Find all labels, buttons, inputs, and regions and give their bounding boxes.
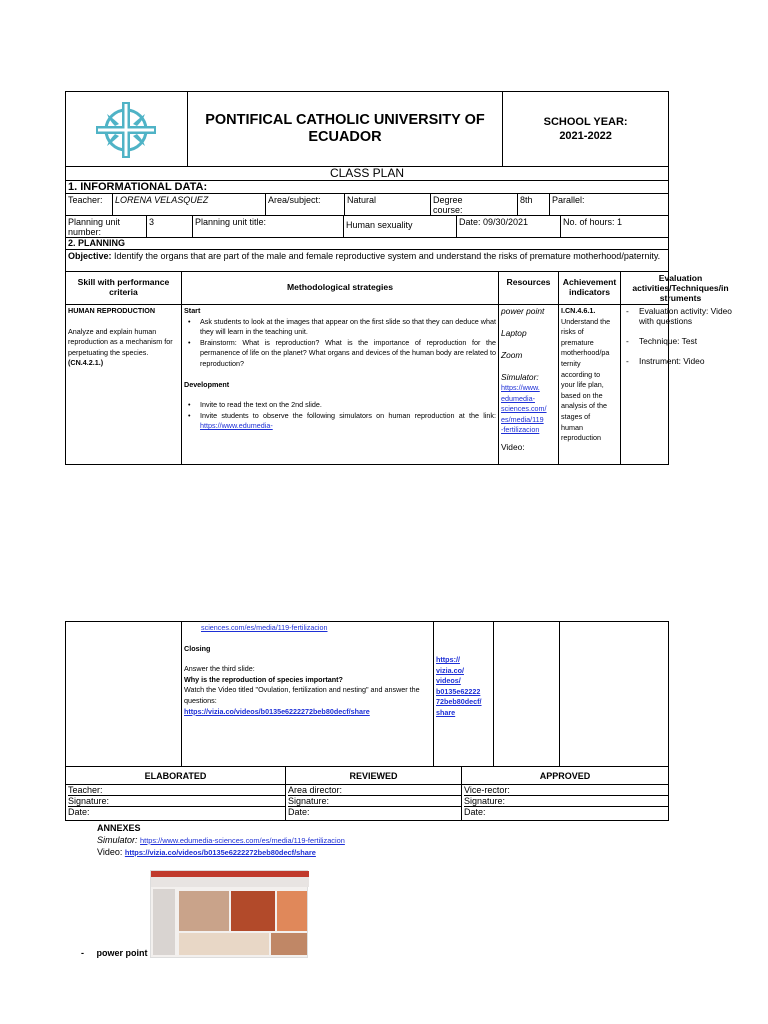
area-director-field: Area director: (288, 785, 461, 796)
achievement-line: your life plan, (561, 380, 604, 390)
development-list (184, 400, 496, 432)
annex-simulator-label: Simulator: (97, 835, 138, 845)
closing-video-link[interactable]: https://vizia.co/videos/b0135e6222272beb80decf/share (184, 706, 370, 716)
skill-title: HUMAN REPRODUCTION (68, 306, 156, 315)
col-methodology-header: Methodological strategies (181, 272, 498, 304)
date-field: Date: (68, 807, 90, 817)
video-link-line[interactable]: videos/ (436, 676, 461, 686)
elaborated-fields (66, 785, 285, 821)
objective-row (65, 250, 669, 272)
ppt-image-1 (179, 891, 229, 931)
logo-cell (66, 92, 188, 167)
start-item: • Brainstorm: What is reproduction? What is the importance of reproduction for the permanence of life on the planet? What organs and devices of the human body are related to reproduction? (184, 338, 496, 370)
achievement-line: human (561, 422, 583, 432)
video-link-line[interactable]: share (436, 707, 456, 717)
closing-question: Why is the reproduction of species important? (184, 674, 343, 684)
ppt-image-5 (271, 933, 307, 955)
date-field: Date: (288, 807, 310, 817)
development-item (184, 411, 496, 432)
planning-section-title: 2. PLANNING (65, 238, 669, 250)
planning-body-continued (65, 621, 669, 767)
ppt-image-4 (179, 933, 269, 955)
closing-line2: Watch the Video titled "Ovulation, fertilization and nesting" and answer the questions: (184, 685, 420, 705)
evaluation-activity: - Evaluation activity: Video with questions (623, 306, 738, 326)
resource-laptop: Laptop (501, 328, 527, 338)
resource-video-label: Video: (501, 441, 525, 452)
methodology-cell-continued (181, 622, 433, 766)
achievement-line: stages of (561, 411, 591, 421)
informational-section-title: 1. INFORMATIONAL DATA: (65, 181, 669, 194)
planning-column-headers (65, 272, 729, 305)
signature-field: Signature: (464, 796, 668, 807)
planning-unit-row (65, 216, 669, 238)
col-evaluation-header: Evaluation activities/Techniques/in struments (620, 272, 740, 304)
simulator-link-part1[interactable]: https://www.edumedia- (200, 421, 273, 431)
powerpoint-label: power point (96, 948, 148, 958)
ppt-image-2 (231, 891, 275, 931)
objective-text: Identify the organs that are part of the male and female reproductive system and understand the risks of premature motherhood/paternity. (114, 251, 661, 261)
planning-body-row (65, 305, 732, 465)
university-name: PONTIFICAL CATHOLIC UNIVERSITY OF ECUADOR (187, 92, 503, 167)
start-list (184, 317, 496, 370)
sim-link-line[interactable]: sciences.com/ (501, 404, 547, 414)
school-year-cell (503, 92, 669, 167)
achievement-line: analysis of the (561, 401, 607, 411)
methodology-cell (181, 305, 498, 464)
achievement-code: I.CN.4.6.1. (561, 306, 596, 315)
simulator-link-part2[interactable]: sciences.com/es/media/119-fertilizacion (201, 623, 328, 632)
powerpoint-bullet (81, 948, 148, 958)
col-skill-header: Skill with performance criteria (77, 277, 170, 297)
annex-simulator-link[interactable]: https://www.edumedia-sciences.com/es/media/119-fertilizacion (140, 836, 345, 845)
signature-field: Signature: (68, 796, 285, 807)
evaluation-cell (620, 305, 740, 464)
reviewed-header: REVIEWED (285, 767, 461, 785)
achievement-line: based on the (561, 390, 603, 400)
university-logo-icon (93, 100, 159, 160)
achievement-line: motherhood/pa (561, 348, 610, 358)
signature-field: Signature: (288, 796, 461, 807)
approved-fields (461, 785, 668, 821)
achievement-line: reproduction (561, 433, 601, 443)
evaluation-cell-continued (559, 622, 668, 766)
achievement-line: according to (561, 369, 601, 379)
header-table (65, 91, 669, 167)
video-link-line[interactable]: https:// (436, 655, 460, 664)
skill-code: (CN.4.2.1.) (68, 358, 104, 368)
achievement-cell-continued (493, 622, 559, 766)
area-value: Natural (344, 194, 430, 215)
resource-zoom: Zoom (501, 350, 523, 360)
unit-title-value: Human sexuality (343, 216, 456, 237)
skill-cell (66, 305, 181, 464)
school-year-value: 2021-2022 (559, 130, 612, 142)
evaluation-instrument: - Instrument: Video (623, 356, 738, 366)
skill-text: Analyze and explain human reproduction as a mechanism for perpetuating the species. (68, 326, 173, 357)
elaborated-header: ELABORATED (66, 767, 285, 785)
video-link-line[interactable]: b0135e62222 (436, 686, 481, 696)
degree-value: 8th (517, 194, 549, 215)
hours-label: No. of hours: 1 (560, 216, 670, 237)
teacher-field: Teacher: (68, 785, 285, 796)
sim-link-line[interactable]: edumedia- (501, 393, 535, 403)
closing-label: Closing (184, 643, 211, 653)
achievement-line: risks of (561, 327, 584, 337)
achievement-line: ternity (561, 358, 581, 368)
class-plan-title: CLASS PLAN (65, 167, 669, 181)
resource-simulator-link[interactable] (501, 383, 556, 436)
annex-video-label: Video: (97, 847, 123, 857)
achievement-cell (558, 305, 620, 464)
video-link-line[interactable]: vizia.co/ (436, 665, 464, 675)
date-label: Date: 09/30/2021 (456, 216, 560, 237)
planning-unit-label: Planning unit number: (68, 217, 121, 237)
resource-simulator-label: Simulator: (501, 372, 539, 382)
powerpoint-thumbnail (150, 870, 308, 958)
approval-table (65, 767, 669, 821)
parallel-label: Parallel: (549, 194, 670, 215)
start-item: • Ask students to look at the images that appear on the first slide so that they can deduce what they will learn in the teaching unit. (184, 317, 496, 338)
col-achievement-header: Achievement indicators (558, 272, 620, 304)
approved-header: APPROVED (461, 767, 668, 785)
dash-icon: - (81, 948, 84, 958)
development-item-text: Invite students to observe the following simulators on human reproduction at the link: (200, 410, 496, 420)
sim-link-line[interactable]: es/media/119 (501, 414, 544, 424)
degree-label: Degree course: (430, 194, 490, 215)
resources-cell (498, 305, 558, 464)
planning-unit-value: 3 (146, 216, 192, 237)
annexes-title: ANNEXES (97, 823, 141, 833)
vice-rector-field: Vice-rector: (464, 785, 668, 796)
annex-video-link[interactable]: https://vizia.co/videos/b0135e6222272beb80decf/share (124, 848, 316, 857)
area-label: Area/subject: (265, 194, 344, 215)
evaluation-technique: - Technique: Test (623, 336, 738, 346)
development-item: • Invite to read the text on the 2nd slide. (184, 400, 496, 411)
ppt-image-3 (277, 891, 307, 931)
reviewed-fields (285, 785, 461, 821)
development-label: Development (184, 379, 230, 389)
unit-title-label: Planning unit title: (192, 216, 343, 237)
sim-link-line[interactable]: -fertilizacion (501, 425, 540, 435)
ppt-toolbar (151, 877, 309, 887)
annex-simulator-line (97, 835, 345, 846)
teacher-value: LORENA VELASQUEZ (112, 194, 265, 215)
start-label: Start (184, 306, 201, 315)
objective-label: Objective: (68, 251, 112, 261)
ppt-slide-panel (153, 889, 175, 955)
col-resources-header: Resources (498, 272, 558, 304)
school-year-label: SCHOOL YEAR: (543, 116, 628, 128)
sim-link-line[interactable]: https://www. (501, 383, 540, 392)
teacher-row (65, 194, 669, 216)
resource-video-link[interactable] (436, 655, 491, 719)
annex-video-line (97, 847, 316, 858)
video-link-line[interactable]: 72beb80decf/ (436, 697, 482, 707)
resources-cell-continued (433, 622, 493, 766)
skill-cell-continued (66, 622, 181, 766)
achievement-line: premature (561, 337, 594, 347)
resource-powerpoint: power point (501, 306, 545, 316)
achievement-line: Understand the (561, 316, 611, 326)
date-field: Date: (464, 807, 486, 817)
closing-line1: Answer the third slide: (184, 664, 255, 674)
teacher-label: Teacher: (68, 195, 103, 205)
